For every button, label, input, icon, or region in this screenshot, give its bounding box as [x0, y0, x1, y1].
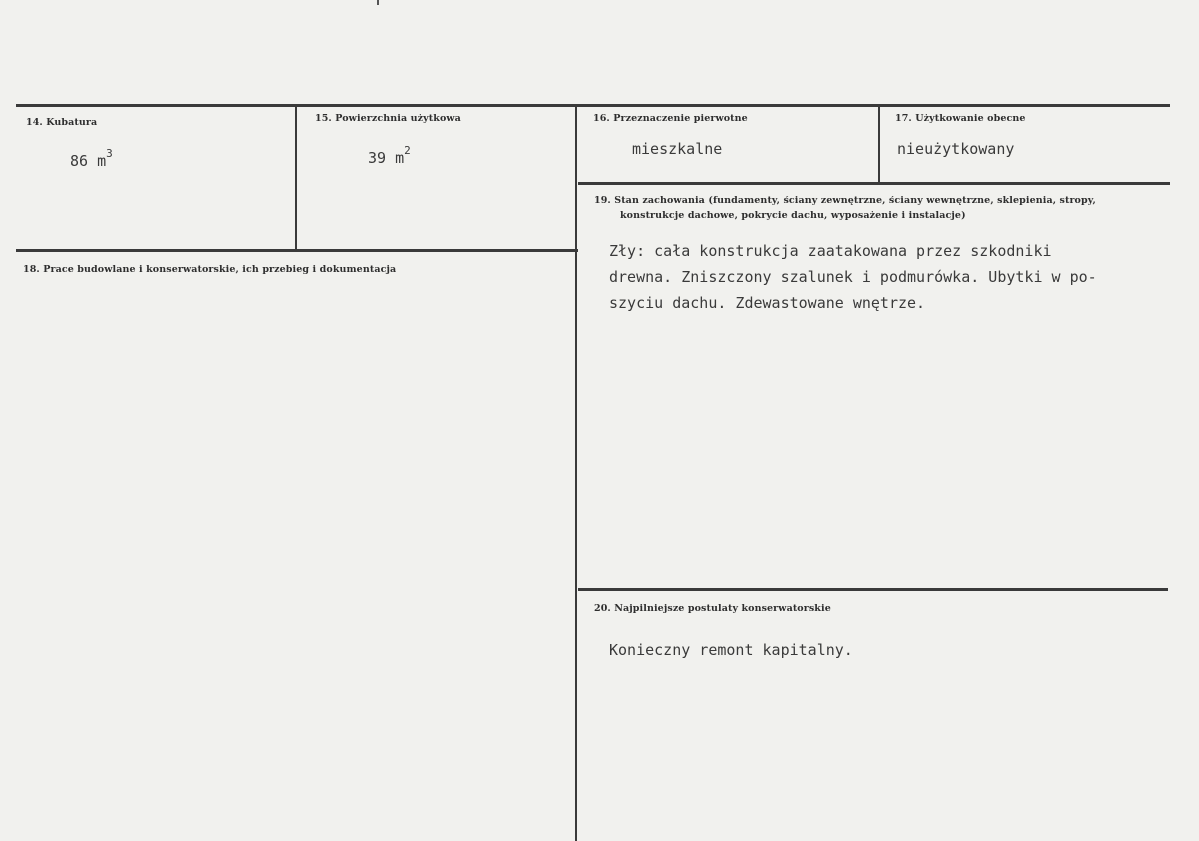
divider-left-right [575, 104, 577, 841]
field-19-line-1: Zły: cała konstrukcja zaatakowana przez szkodniki [609, 242, 1052, 260]
field-15-exponent: 2 [404, 144, 411, 157]
field-20-value: Konieczny remont kapitalny. [609, 641, 853, 659]
rule-above-20 [578, 588, 1168, 591]
divider-14-15 [295, 104, 297, 251]
field-19-label-line1: 19. Stan zachowania (fundamenty, ściany zewnętrzne, ściany wewnętrzne, sklepienia, stropy, [594, 195, 1096, 206]
field-19-label-line2: konstrukcje dachowe, pokrycie dachu, wyposażenie i instalacje) [620, 210, 966, 221]
rule-below-14-15 [16, 249, 578, 252]
field-14-value [70, 147, 113, 170]
field-14-exponent: 3 [106, 147, 113, 160]
field-19-line-2: drewna. Zniszczony szalunek i podmurówka. Ubytki w po- [609, 268, 1097, 286]
top-rule [16, 104, 1170, 107]
divider-16-17 [878, 104, 880, 184]
top-tick-mark [377, 0, 379, 5]
field-19-line-3: szyciu dachu. Zdewastowane wnętrze. [609, 294, 926, 312]
field-17-value: nieużytkowany [897, 140, 1015, 158]
rule-below-16-17 [578, 182, 1170, 185]
field-19-text [609, 238, 1169, 316]
field-20-label: 20. Najpilniejsze postulaty konserwatorskie [594, 603, 831, 614]
field-14-label: 14. Kubatura [26, 117, 98, 128]
field-17-label: 17. Użytkowanie obecne [895, 113, 1026, 124]
field-15-value-text: 39 m [368, 149, 405, 167]
field-18-label: 18. Prace budowlane i konserwatorskie, ich przebieg i dokumentacja [23, 264, 397, 275]
field-16-value: mieszkalne [632, 140, 723, 158]
field-16-label: 16. Przeznaczenie pierwotne [593, 113, 748, 124]
field-14-value-text: 86 m [70, 152, 107, 170]
field-15-label: 15. Powierzchnia użytkowa [315, 113, 461, 124]
field-15-value [368, 144, 411, 167]
